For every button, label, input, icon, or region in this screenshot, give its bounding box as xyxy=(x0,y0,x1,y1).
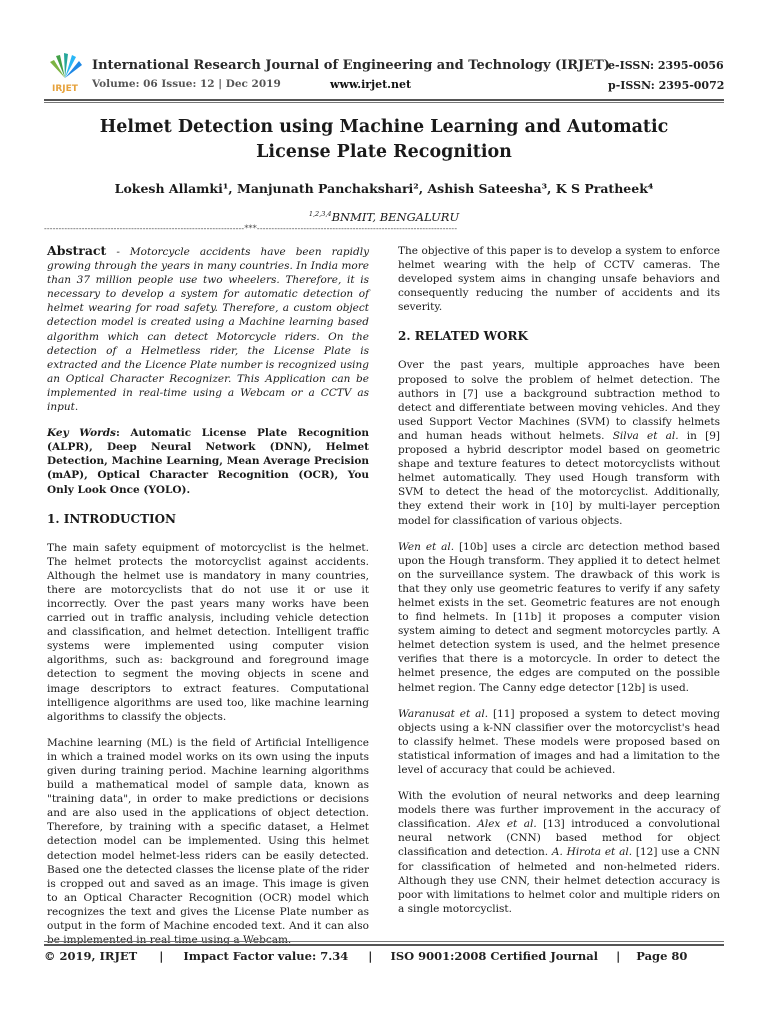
abstract xyxy=(47,244,369,414)
logo-text: IRJET xyxy=(52,84,78,94)
paper-title: Helmet Detection using Machine Learning and Automatic License Plate Recognition xyxy=(99,117,669,162)
abstract-label: Abstract xyxy=(47,243,107,258)
header-rule xyxy=(44,99,724,101)
page-footer xyxy=(44,949,734,963)
rw-p4-citation-1: Alex et al. xyxy=(477,818,537,831)
affiliation-superscript: 1,2,3,4 xyxy=(308,210,332,219)
rw-p1-citation: Silva et al. xyxy=(612,429,679,442)
footer-page-number: Page 80 xyxy=(636,949,688,963)
rw-p1-text-b: in [9] proposed a hybrid descriptor model based on geometric shape and texture features to detect motorcyclists without helmet automatically. They used Hough transform with SVM to detect the head of the motorcyclist. Additionally, they extend their work in [10] by multi-layer perception model for classification of various objects. xyxy=(398,429,720,527)
left-column xyxy=(47,244,369,959)
rw-p4-text-b: [13] introduced a convolutional neural network (CNN) based method for object classification and detection. xyxy=(398,818,720,859)
irjet-logo xyxy=(44,52,86,94)
affiliation-text: BNMIT, BENGALURU xyxy=(331,210,460,224)
footer-rule xyxy=(44,944,724,946)
footer-copyright: © 2019, IRJET xyxy=(44,949,138,963)
section-divider: ---------------------------------------------------------------------***--------------------------------------------------------------------- xyxy=(44,224,458,233)
logo-rays-icon xyxy=(50,53,82,78)
affiliation xyxy=(60,210,708,224)
e-issn: e-ISSN: 2395-0056 xyxy=(608,59,724,72)
journal-name: International Research Journal of Engineering and Technology (IRJET) xyxy=(92,58,610,73)
paper-authors: Lokesh Allamki¹, Manjunath Panchakshari², Ashish Sateesha³, K S Pratheek⁴ xyxy=(114,181,654,196)
rw-p1-text-a: Over the past years, multiple approaches have been proposed to solve the problem of helmet detection. The authors in [7] use a background subtraction method to detect and differentiate between moving vehicles. And they used Support Vector Machines (SVM) to classify helmets and human heads without helmets. xyxy=(398,359,720,442)
p-issn: p-ISSN: 2395-0072 xyxy=(608,79,725,92)
rw-p3-citation: Waranusat et al. xyxy=(398,707,489,720)
footer-separator: | xyxy=(159,949,164,963)
footer-impact-factor: Impact Factor value: 7.34 xyxy=(183,949,349,963)
volume-info: Volume: 06 Issue: 12 | Dec 2019 xyxy=(92,78,281,90)
right-column xyxy=(398,244,720,928)
footer-rule-thin xyxy=(44,941,724,942)
related-work-paragraph-4 xyxy=(398,789,720,916)
journal-website-link[interactable]: www.irjet.net xyxy=(330,78,412,91)
related-work-heading: 2. RELATED WORK xyxy=(398,329,528,344)
footer-separator: | xyxy=(368,949,373,963)
related-work-paragraph-2 xyxy=(398,540,720,695)
rw-p2-citation: Wen et al. xyxy=(398,540,455,553)
rw-p2-text: [10b] uses a circle arc detection method based upon the Hough transform. They applied it to detect helmet on the surveillance system. The drawback of this work is that they only use geometric features to verify if any safety helmet exists in the set. Geometric features are not enough to find helmets. In [11b] it proposes a computer vision system aiming to detect and segment motorcycles partly. A helmet detection system is used, and the helmet presence verifies that there is a motorcycle. In order to detect the helmet presence, the edges are computed on the possible helmet region. The Canny edge detector [12b] is used. xyxy=(398,540,720,694)
footer-separator: | xyxy=(616,949,621,963)
keywords-label: Key Words xyxy=(47,427,116,440)
abstract-text: - Motorcycle accidents have been rapidly growing through the years in many countries. In India more than 37 million people use two wheelers. Therefore, it is necessary to develop a system for automatic detection of helmet wearing for road safety. Therefore, a custom object detection model is created using a Machine learning based algorithm which can detect Motorcycle riders. On the detection of a Helmetless rider, the License Plate is extracted and the Licence Plate number is recognized using an Optical Character Recognizer. This Application can be implemented in real-time using a Webcam or a CCTV as input. xyxy=(47,246,369,414)
rw-p4-citation-2: A. Hirota et al. xyxy=(551,846,633,859)
keywords xyxy=(47,426,369,496)
rw-p3-text: [11] proposed a system to detect moving objects using a k-NN classifier over the motorcyclist's head to classify helmet. These models were proposed based on statistical information of images and had a limitation to the level of accuracy that could be achieved. xyxy=(398,707,720,776)
related-work-paragraph-1 xyxy=(398,358,720,527)
intro-heading: 1. INTRODUCTION xyxy=(47,511,177,526)
intro-paragraph-1: The main safety equipment of motorcyclist is the helmet. The helmet protects the motorcyclist against accidents. Although the helmet use is mandatory in many countries, there are motorcyclists that do not use it or use it incorrectly. Over the past years many works have been carried out in traffic analysis, including vehicle detection and classification, and helmet detection. Intelligent traffic systems were implemented using computer vision algorithms, such as: background and foreground image detection to segment the moving objects in scene and image descriptors to extract features. Computational intelligence algorithms are used too, like machine learning algorithms to classify the objects. xyxy=(47,541,369,723)
header-rule-thin xyxy=(44,102,724,103)
footer-iso: ISO 9001:2008 Certified Journal xyxy=(390,949,599,963)
objective-paragraph: The objective of this paper is to develop a system to enforce helmet wearing with the help of CCTV cameras. The developed system aims in changing unsafe behaviors and consequently reducing the number of accidents and its severity. xyxy=(398,245,720,314)
rw-p4-text-a: With the evolution of neural networks and deep learning models there was further improvement in the accuracy of classification. xyxy=(398,790,720,831)
keywords-text: : Automatic License Plate Recognition (ALPR), Deep Neural Network (DNN), Helmet Detection, Machine Learning, Mean Average Precision (mAP), Optical Character Recognition (OCR), You Only Look Once (YOLO). xyxy=(47,427,369,496)
rw-p4-text-c: [12] use a CNN for classification of helmeted and non-helmeted riders. Although they use CNN, their helmet detection accuracy is poor with limitations to helmet color and multiple riders on a single motorcyclist. xyxy=(398,846,720,915)
intro-paragraph-2: Machine learning (ML) is the field of Artificial Intelligence in which a trained model works on its own using the inputs given during training period. Machine learning algorithms build a mathematical model of sample data, known as "training data", in order to make predictions or decisions and are also used in the applications of object detection. Therefore, by training with a specific dataset, a Helmet detection model can be implemented. Using this helmet detection model helmet-less riders can be easily detected. Based one the detected classes the license plate of the rider is cropped out and saved as an image. This image is given to an Optical Character Recognition (OCR) model which recognizes the text and gives the License Plate number as output in the form of Machine encoded text. And it can also be implemented in real time using a Webcam. xyxy=(47,736,369,947)
related-work-paragraph-3 xyxy=(398,707,720,777)
